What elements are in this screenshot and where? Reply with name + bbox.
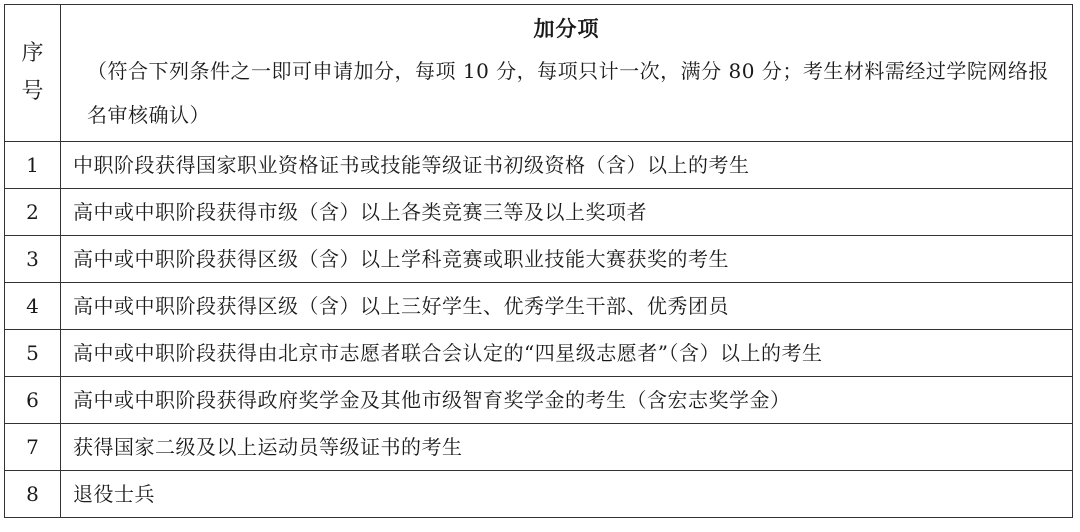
row-number: 3 bbox=[5, 236, 61, 283]
row-text: 高中或中职阶段获得区级（含）以上三好学生、优秀学生干部、优秀团员 bbox=[61, 283, 1073, 330]
row-number: 5 bbox=[5, 330, 61, 377]
table-row bbox=[5, 330, 1073, 377]
table-row bbox=[5, 236, 1073, 283]
row-number: 8 bbox=[5, 471, 61, 518]
table-header-row bbox=[5, 5, 1073, 142]
row-text: 高中或中职阶段获得市级（含）以上各类竞赛三等及以上奖项者 bbox=[61, 189, 1073, 236]
bonus-items-note: （符合下列条件之一即可申请加分，每项 10 分，每项只计一次，满分 80 分；考生材料需经过学院网络报名审核确认） bbox=[87, 59, 1049, 127]
row-text: 退役士兵 bbox=[61, 471, 1073, 518]
table-row bbox=[5, 283, 1073, 330]
row-number: 7 bbox=[5, 424, 61, 471]
row-number: 1 bbox=[5, 142, 61, 189]
row-text: 获得国家二级及以上运动员等级证书的考生 bbox=[61, 424, 1073, 471]
bonus-points-table-container bbox=[4, 4, 1073, 518]
bonus-points-table bbox=[4, 4, 1073, 518]
serial-number-header-char-1: 序 bbox=[21, 41, 44, 66]
bonus-items-title: 加分项 bbox=[533, 16, 600, 41]
row-text: 高中或中职阶段获得由北京市志愿者联合会认定的“四星级志愿者”（含）以上的考生 bbox=[61, 330, 1073, 377]
table-row bbox=[5, 377, 1073, 424]
row-text: 高中或中职阶段获得政府奖学金及其他市级智育奖学金的考生（含宏志奖学金） bbox=[61, 377, 1073, 424]
table-row bbox=[5, 142, 1073, 189]
row-text: 高中或中职阶段获得区级（含）以上学科竞赛或职业技能大赛获奖的考生 bbox=[61, 236, 1073, 283]
serial-number-header-char-2: 号 bbox=[21, 79, 44, 104]
row-text: 中职阶段获得国家职业资格证书或技能等级证书初级资格（含）以上的考生 bbox=[61, 142, 1073, 189]
table-row bbox=[5, 189, 1073, 236]
row-number: 6 bbox=[5, 377, 61, 424]
table-row bbox=[5, 471, 1073, 518]
row-number: 4 bbox=[5, 283, 61, 330]
row-number: 2 bbox=[5, 189, 61, 236]
serial-number-header bbox=[5, 5, 61, 142]
bonus-items-header bbox=[61, 5, 1073, 142]
table-row bbox=[5, 424, 1073, 471]
